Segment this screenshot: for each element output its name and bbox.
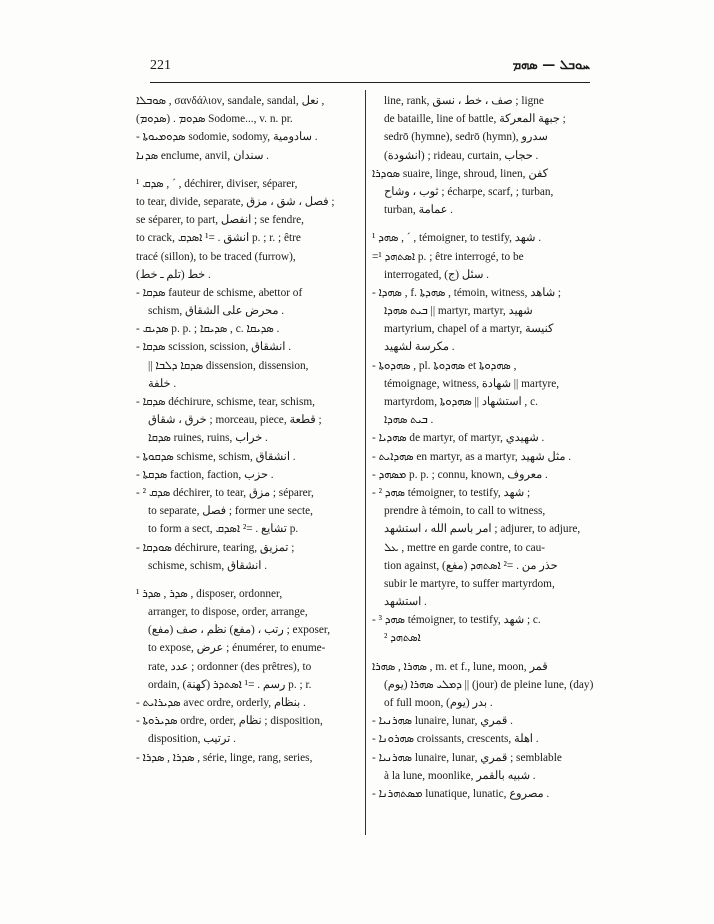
dictionary-line: de bataille, line of battle, جبهة المعركة ;	[384, 113, 566, 126]
running-head: ܚܘܒܠ — ܣܗܡ	[512, 58, 590, 73]
dictionary-line: - ܣܗܪܢܝܐ lunaire, lunar, قمري ; semblable	[372, 751, 562, 764]
dictionary-line: (يوم) ܕܡܠܝ ܣܗܪܐ || (jour) de pleine lune, (day)	[384, 678, 594, 691]
dictionary-line: ² ܐܣܬܗܕ	[384, 632, 421, 645]
dictionary-line: - ² ܣܕܩ déchirer, to tear, مزق ; séparer,	[136, 486, 314, 499]
dictionary-line: =¹ ܐܣܬܗܕ p. ; être interrogé, to be	[372, 250, 524, 263]
dictionary-line: ܣܕܢܐ enclume, anvil, سندان .	[136, 149, 269, 162]
dictionary-line: - ܣܗܕܐ , f. ܣܗܕܬܐ , témoin, witness, شاهد ;	[372, 286, 562, 299]
dictionary-line: - ܣܗܕܐܝܬ en martyr, as a martyr, مثل شهيد .	[372, 450, 572, 463]
dictionary-line: - ܡܣܗܕ p. p. ; connu, known, معروف .	[372, 468, 548, 481]
dictionary-line: subir le martyre, to suffer martyrdom,	[384, 577, 555, 590]
dictionary-line: ܣܕܩܐ ruines, ruins, خراب .	[148, 432, 268, 445]
dictionary-line: interrogated, (ج) سئل .	[384, 268, 489, 281]
dictionary-line: to crack, انشق . =¹ ܐܣܕܩ p. ; r. ; être	[136, 232, 301, 245]
dictionary-line: - ² ܣܗܕ témoigner, to testify, شهد ;	[372, 486, 531, 499]
header-rule	[150, 82, 590, 83]
dictionary-line: امر باسم الله ، استشهد ; adjurer, to adjure,	[384, 523, 581, 536]
right-column	[372, 92, 594, 803]
dictionary-line: schism, محرض على الشقاق .	[148, 305, 285, 318]
dictionary-line: - ܣܕܩܐ déchirure, schisme, tear, schism,	[136, 396, 315, 408]
dictionary-line: to separate, فصل ; former une secte,	[148, 505, 313, 518]
dictionary-line: خلفة .	[148, 377, 177, 390]
dictionary-entry-start: ¹ ܣܕܩ , ´ , déchirer, diviser, séparer,	[136, 177, 298, 190]
dictionary-entry-start: ¹ ܣܗܕ , ´ , témoigner, to testify, شهد .	[372, 232, 542, 245]
dictionary-line: tracé (sillon), to be traced (furrow),	[136, 250, 296, 263]
dictionary-line: sedrō (hymne), sedrō (hymn), سدرو	[384, 131, 548, 144]
dictionary-line: - ܣܕܘܡܝܘܬܐ sodomie, sodomy, سادومية .	[136, 131, 318, 144]
dictionary-line: ثوب ، وشاح ; écharpe, scarf, ; turban,	[384, 185, 554, 198]
dictionary-line: || ܣܕܩܐ ܕܠܒܐ dissension, dissension,	[148, 359, 309, 372]
dictionary-line: à la lune, moonlike, شبيه بالقمر .	[384, 769, 536, 782]
dictionary-line: to expose, عرض ; énumérer, to enume-	[148, 642, 326, 655]
dictionary-line: - ܣܕܩܐ scission, scission, انشقاق .	[136, 341, 292, 354]
dictionary-line: استشهد .	[384, 596, 427, 609]
page-number: 221	[150, 58, 171, 73]
dictionary-line: ܒܝܬ ܣܗܕܐ || martyr, martyr, شهيد	[384, 305, 533, 318]
dictionary-line: (مفع) رتب ، (مفع) نظم ، صف ; exposer,	[148, 624, 331, 637]
dictionary-line: - ܣܕܝܩ p. p. ; ܣܕܝܩܐ , c. ܣܕܝܩܐ .	[136, 323, 280, 336]
dictionary-line: martyrium, chapel of a martyr, كنيسة	[384, 323, 554, 336]
dictionary-line: - ܣܘܕܩܐ déchirure, tearing, تمزيق ;	[136, 541, 295, 554]
dictionary-line: ܣܘܕܪܐ suaire, linge, shroud, linen, كفن	[372, 167, 549, 180]
dictionary-line: témoignage, witness, شهادة || martyre,	[384, 377, 560, 390]
dictionary-line: arranger, to dispose, order, arrange,	[148, 606, 308, 619]
dictionary-line: - ³ ܣܗܕ témoigner, to testify, شهد ; c.	[372, 614, 541, 627]
dictionary-line: ܥܠ , mettre en garde contre, to cau-	[384, 541, 546, 554]
dictionary-line: (تلم ـ خط) خط .	[136, 268, 211, 281]
dictionary-entry-start: ¹ ܣܕܪ , ܣܕܪ , disposer, ordonner,	[136, 587, 283, 600]
dictionary-line: ܒܝܬ ܣܗܕܐ .	[384, 414, 434, 427]
dictionary-line: of full moon, (يوم) بدر .	[384, 697, 493, 709]
dictionary-line: - ܣܕܪܐ , ܣܕܪܐ , série, linge, rang, series,	[136, 751, 313, 764]
dictionary-line: - ܣܕܝܪܘܬܐ ordre, order, نظام ; disposition,	[136, 715, 323, 728]
dictionary-line: - ܣܗܪܢܝܐ lunaire, lunar, قمري .	[372, 715, 513, 728]
dictionary-line: - ܡܣܬܗܪܢܐ lunatique, lunatic, مصروع .	[372, 787, 550, 800]
page-header	[150, 58, 590, 78]
dictionary-line: martyrdom, استشهاد || ܣܗܕܘܬܐ , c.	[384, 396, 538, 408]
dictionary-line: - ܣܕܩܐ fauteur de schisme, abettor of	[136, 286, 303, 299]
dictionary-line: schisme, schism, انشقاق .	[148, 559, 268, 572]
dictionary-line: disposition, ترتيب .	[148, 733, 236, 746]
dictionary-line: to form a sect, تشايع . =² ܐܣܕܩ p.	[148, 523, 299, 536]
dictionary-line: to tear, divide, separate, فصل ، شق ، مزق ;	[136, 195, 335, 208]
dictionary-line: line, rank, صف ، خط ، نسق ; ligne	[384, 95, 544, 107]
left-column	[136, 92, 354, 767]
dictionary-line: خرق ، شقاق ; morceau, piece, قطعة ;	[148, 414, 322, 427]
dictionary-entry-start: ܣܗܪܐ , ܣܗܪܐ , m. et f., lune, moon, قمر	[372, 660, 548, 673]
dictionary-line: turban, عمامة .	[384, 204, 453, 217]
dictionary-line: (انشودة) ; rideau, curtain, حجاب .	[384, 149, 539, 162]
column-divider	[365, 90, 366, 835]
dictionary-line: - ܣܕܩܘܬܐ schisme, schism, انشقاق .	[136, 450, 296, 463]
dictionary-line: - ܣܕܩܬܐ faction, faction, حزب .	[136, 468, 274, 481]
dictionary-line: (ܣܕܘܡ) . ܣܕܘܡ Sodome..., v. n. pr.	[136, 113, 293, 126]
dictionary-line: rate, عدد ; ordonner (des prêtres), to	[148, 660, 312, 673]
dictionary-line: ܣܘܒܠܐ , σανδάλιον, sandale, sandal, نعل ,	[136, 95, 325, 107]
dictionary-line: مكرسة لشهيد .	[384, 341, 455, 354]
dictionary-line: - ܣܕܝܪܐܝܬ avec ordre, orderly, بنظام .	[136, 697, 306, 709]
dictionary-line: tion against, (مفع) حذر من . =² ܐܣܬܗܕ	[384, 559, 558, 572]
dictionary-line: - ܣܗܕܘܬܐ , pl. ܣܗܕܘܬܐ et ܣܗܕܘܬܐ ,	[372, 359, 517, 372]
dictionary-line: prendre à témoin, to call to witness,	[384, 505, 546, 518]
dictionary-line: - ܣܗܪܘܢܐ croissants, crescents, اهلة .	[372, 733, 539, 746]
dictionary-line: se séparer, to part, انفصل ; se fendre,	[136, 214, 304, 227]
dictionary-line: - ܣܗܕܝܐ de martyr, of martyr, شهيدي .	[372, 432, 545, 445]
dictionary-line: ordain, (كهنة) رسم . =¹ ܐܣܬܕܪ p. ; r.	[148, 678, 312, 691]
